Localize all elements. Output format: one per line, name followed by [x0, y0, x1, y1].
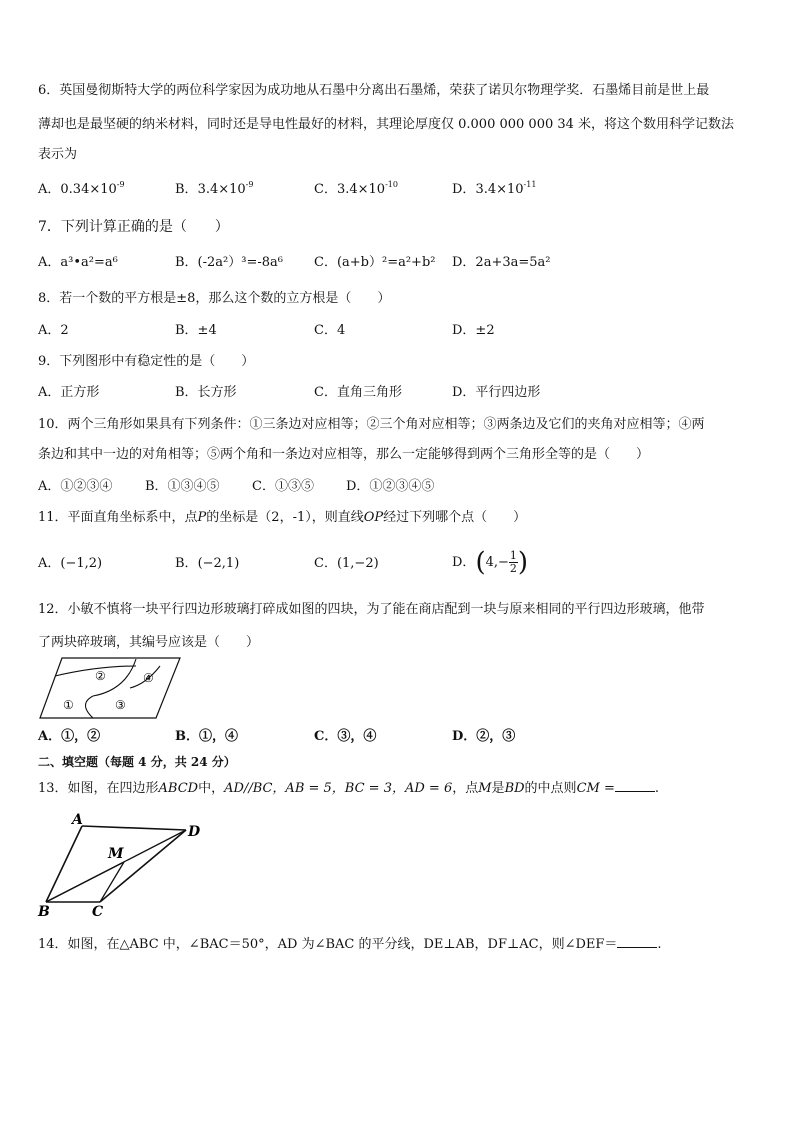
- q10-line1: 10．两个三角形如果具有下列条件：①三条边对应相等；②三个角对应相等；③两条边及它们的夹角对应相等；④两: [38, 417, 705, 432]
- q10-option-a[interactable]: A．①②③④: [38, 479, 113, 494]
- q7-stem: 7．下列计算正确的是（ ）: [38, 219, 229, 235]
- q9-option-d[interactable]: D．平行四边形: [452, 385, 541, 400]
- q6-option-d[interactable]: D．$3.4\times 10^{-11}$: [452, 180, 537, 197]
- q13-answer-blank[interactable]: [615, 779, 655, 792]
- q11-option-a[interactable]: A．(−1,2): [38, 556, 103, 571]
- q13-label-a: A: [72, 812, 83, 828]
- q9-stem: 9．下列图形中有稳定性的是（ ）: [38, 354, 255, 369]
- q13-label-m: M: [108, 846, 124, 862]
- q12-option-c[interactable]: C．③，④: [314, 729, 377, 744]
- q12-label-1: ①: [63, 698, 74, 712]
- q11-option-b[interactable]: B．(−2,1): [175, 556, 240, 571]
- q6-option-b[interactable]: B．$3.4\times 10^{-9}$: [175, 180, 254, 197]
- q12-option-a[interactable]: A．①，②: [38, 729, 101, 744]
- q7-option-d[interactable]: D．2a+3a=5a²: [452, 255, 551, 270]
- q13-stem: 13．如图，在四边形ABCD中，AD//BC，AB = 5，BC = 3，AD = 6，点M是BD的中点则CM = .: [38, 781, 659, 796]
- q7-option-a[interactable]: A．a³•a²=a⁶: [38, 255, 118, 270]
- q8-option-d[interactable]: D．±2: [452, 323, 495, 338]
- q14-stem: 14．如图，在△ABC 中，∠BAC＝50°，AD 为∠BAC 的平分线，DE⊥AB，DF⊥AC，则∠DEF＝ .: [38, 937, 662, 952]
- q13-label-d: D: [188, 824, 201, 840]
- q12-label-4: ④: [143, 671, 154, 685]
- q10-option-c[interactable]: C．①③⑤: [252, 479, 314, 494]
- q6-line3: 表示为: [38, 147, 78, 162]
- q13-quadrilateral-figure: [36, 812, 211, 920]
- q12-label-2: ②: [95, 669, 106, 683]
- q8-option-a[interactable]: A．2: [38, 323, 69, 338]
- q12-option-b[interactable]: B．①，④: [175, 729, 238, 744]
- q7-option-b[interactable]: B．(-2a²）³=-8a⁶: [175, 255, 283, 270]
- q6-line1: 6．英国曼彻斯特大学的两位科学家因为成功地从石墨中分离出石墨烯，荣获了诺贝尔物理学奖．石墨烯目前是世上最: [38, 83, 710, 98]
- section-2-title: 二、填空题（每题 4 分，共 24 分）: [38, 755, 236, 769]
- q13-label-b: B: [38, 904, 50, 920]
- q11-d-fraction: $\frac{1}{2}$: [509, 549, 517, 575]
- q9-option-a[interactable]: A．正方形: [38, 385, 100, 400]
- q13-label-c: C: [92, 904, 104, 920]
- q10-option-b[interactable]: B．①③④⑤: [145, 479, 220, 494]
- q11-option-c[interactable]: C．(1,−2): [314, 556, 379, 571]
- q8-stem: 8．若一个数的平方根是±8，那么这个数的立方根是（ ）: [38, 291, 391, 306]
- q12-line2: 了两块碎玻璃，其编号应该是（ ）: [38, 635, 260, 650]
- q7-option-c[interactable]: C．(a+b）²=a²+b²: [314, 255, 436, 270]
- q9-option-b[interactable]: B．长方形: [175, 385, 237, 400]
- q14-answer-blank[interactable]: [617, 935, 657, 948]
- q12-broken-glass-figure: [38, 656, 183, 720]
- q6-option-a[interactable]: A．$0.34\times 10^{-9}$: [38, 180, 125, 197]
- q6-option-c[interactable]: C．$3.4\times 10^{-10}$: [314, 180, 398, 197]
- q12-label-3: ③: [115, 698, 126, 712]
- q10-option-d[interactable]: D．①②③④⑤: [346, 479, 435, 494]
- q12-line1: 12．小敏不慎将一块平行四边形玻璃打碎成如图的四块，为了能在商店配到一块与原来相同的平行四边形玻璃，他带: [38, 602, 705, 617]
- q11-stem: 11．平面直角坐标系中，点P的坐标是（2，-1），则直线OP经过下列哪个点（ ）: [38, 510, 527, 525]
- q10-line2: 条边和其中一边的对角相等；⑤两个角和一条边对应相等，那么一定能够得到两个三角形全等的是（ ）: [38, 447, 650, 462]
- q8-option-c[interactable]: C．4: [314, 323, 346, 338]
- q8-option-b[interactable]: B．±4: [175, 323, 217, 338]
- q12-option-d[interactable]: D．②，③: [452, 729, 516, 744]
- q9-option-c[interactable]: C．直角三角形: [314, 385, 402, 400]
- q6-line2: 薄却也是最坚硬的纳米材料，同时还是导电性最好的材料，其理论厚度仅 0.000 000 000 34 米，将这个数用科学记数法: [38, 117, 735, 132]
- q11-option-d[interactable]: D．(4,− $\frac{1}{2}$ ): [452, 547, 529, 578]
